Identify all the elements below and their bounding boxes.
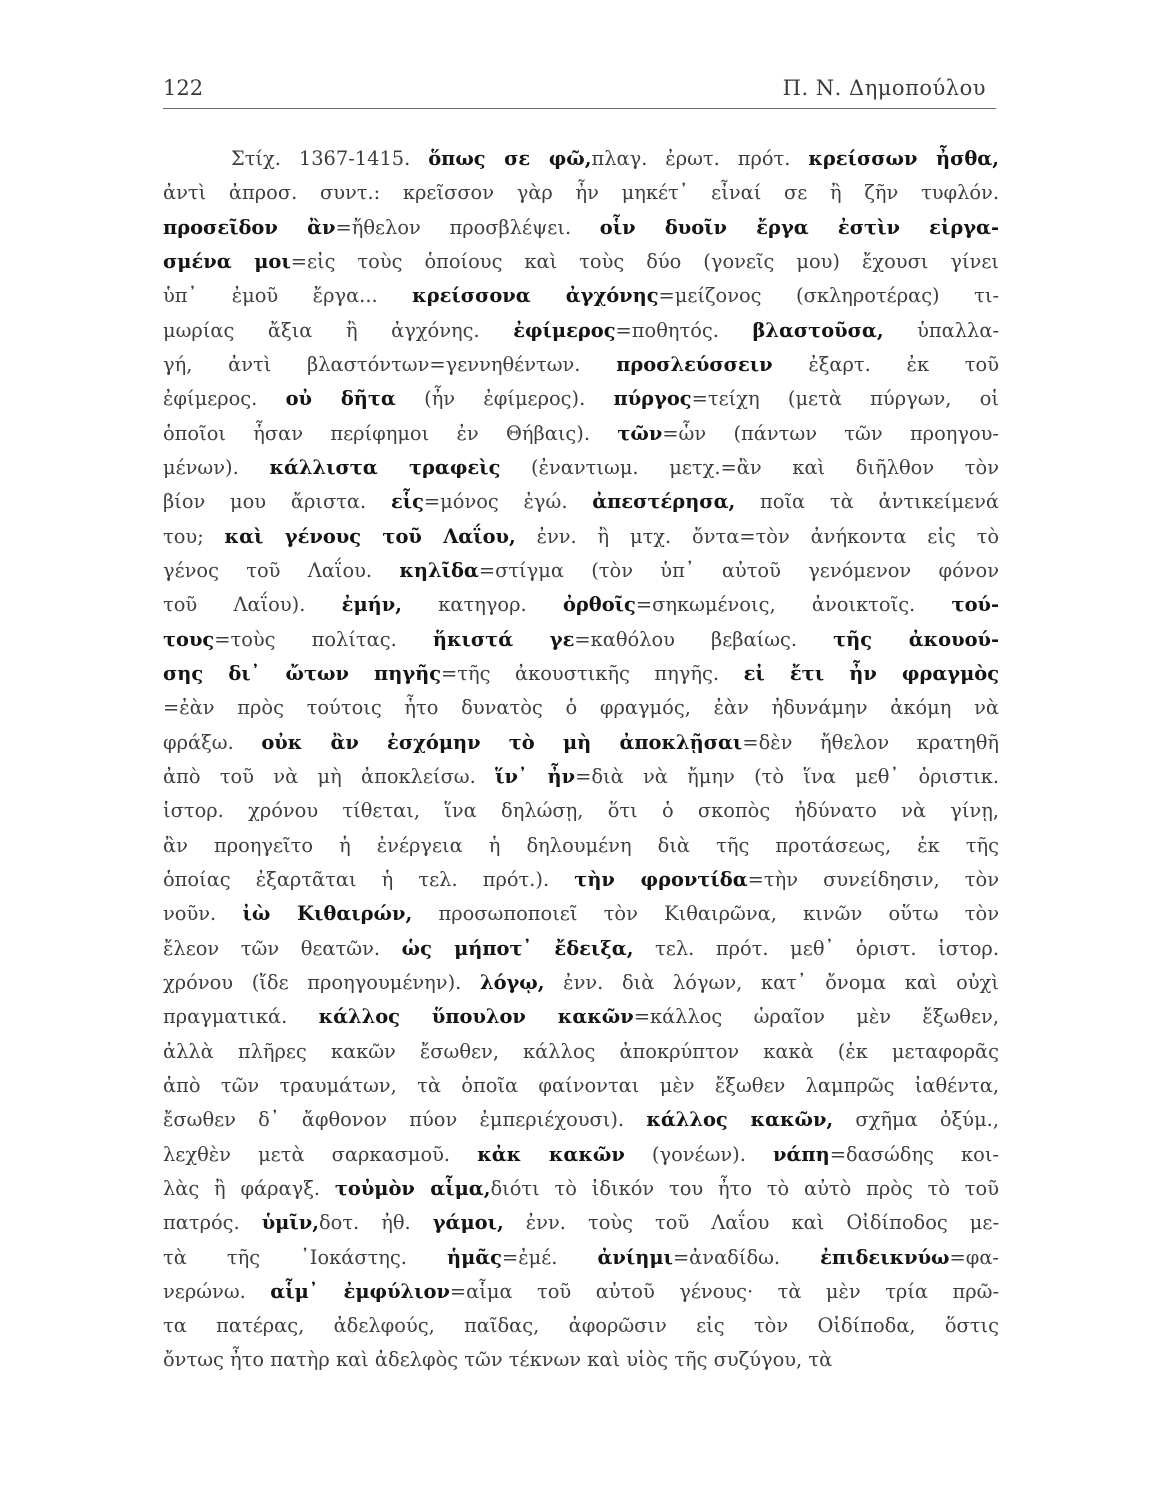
- text-line: [163, 520, 999, 554]
- text-line: [163, 1343, 999, 1377]
- lemma-term: βλαστοῦσα,: [752, 318, 884, 342]
- gloss-text: =σηκωμένοις, ἀνοικτοῖς.: [635, 593, 952, 617]
- gloss-text: =αἷμα τοῦ αὐτοῦ γένους· τὰ μὲν τρία πρῶ-: [449, 1279, 999, 1303]
- text-line: [163, 382, 999, 416]
- lemma-term: οἷν δυοῖν ἔργα ἐστὶν εἰργα-: [599, 215, 999, 239]
- gloss-text: ἀντὶ ἀπροσ. συντ.: κρεῖσσον γὰρ ἦν μηκέτ᾽ εἶναί σε ἢ ζῆν τυφλόν.: [163, 181, 999, 205]
- text-line: [163, 657, 999, 691]
- text-line: [163, 691, 999, 725]
- text-line: [163, 1275, 999, 1309]
- lemma-term: ἐπιδεικνύω: [820, 1245, 950, 1269]
- gloss-text: ἐνν. διὰ λόγων, κατ᾽ ὄνομα καὶ οὐχὶ: [544, 970, 999, 994]
- gloss-text: ἀλλὰ πλῆρες κακῶν ἔσωθεν, κάλλος ἀποκρύπτον κακὰ (ἐκ μεταφορᾶς: [163, 1039, 999, 1063]
- text-line: [163, 1035, 999, 1069]
- lemma-term: ὑμῖν,: [261, 1211, 319, 1235]
- lemma-term: τῆς ἀκουού-: [833, 627, 999, 651]
- gloss-text: =μόνος ἐγώ.: [423, 490, 593, 514]
- lemma-term: τού-: [951, 593, 999, 617]
- gloss-text: γή, ἀντὶ βλαστόντων=γεννηθέντων.: [163, 352, 617, 376]
- gloss-text: ἀπὸ τῶν τραυμάτων, τὰ ὁποῖα φαίνονται μὲν ἔξωθεν λαμπρῶς ἰαθέντα,: [163, 1073, 999, 1097]
- lemma-term: ἥκιστά γε: [432, 627, 575, 651]
- gloss-text: ὁποίας ἐξαρτᾶται ἡ τελ. πρότ.).: [163, 867, 575, 891]
- lemma-term: προσλεύσσειν: [616, 352, 773, 376]
- gloss-text: =κάλλος ὡραῖον μὲν ἔξωθεν,: [633, 1005, 999, 1029]
- lemma-term: τῶν: [617, 421, 663, 445]
- gloss-text: πλαγ. ἐρωτ. πρότ.: [591, 147, 809, 170]
- gloss-text: =δὲν ἤθελον κρατηθῆ: [742, 730, 999, 754]
- gloss-text: =ἐὰν πρὸς τούτοις ἦτο δυνατὸς ὁ φραγμός, ἐὰν ἠδυνάμην ἀκόμη νὰ: [163, 696, 999, 720]
- gloss-text: ὑπαλλα-: [883, 318, 999, 342]
- lemma-term: λόγῳ,: [479, 970, 545, 994]
- gloss-text: =τείχη (μετὰ πύργων, οἱ: [691, 387, 999, 411]
- lemma-term: τοὐμὸν αἷμα,: [334, 1176, 491, 1200]
- lemma-term: ἰὼ Κιθαιρών,: [242, 902, 413, 926]
- running-header: [163, 74, 996, 109]
- lemma-term: σμένα μοι: [163, 249, 291, 273]
- gloss-text: ἐνν. ἢ μτχ. ὄντα=τὸν ἀνήκοντα εἰς τὸ: [515, 524, 999, 548]
- lemma-term: ἀπεστέρησα,: [592, 490, 736, 514]
- text-line: [163, 623, 999, 657]
- gloss-text: τοῦ Λαΐου).: [163, 593, 342, 617]
- gloss-text: ἔσωθεν δ᾽ ἄφθονον πύον ἐμπεριέχουσι).: [163, 1108, 647, 1132]
- gloss-text: Στίχ. 1367-1415.: [231, 147, 429, 170]
- gloss-text: =ἀναδίδω.: [672, 1245, 821, 1269]
- lemma-term: ἀνίημι: [597, 1245, 673, 1269]
- lemma-term: καὶ γένους τοῦ Λαΐου,: [224, 524, 516, 548]
- page-number: 122: [163, 76, 204, 100]
- gloss-text: βίον μου ἄριστα.: [163, 490, 391, 514]
- gloss-text: λεχθὲν μετὰ σαρκασμοῦ.: [163, 1142, 478, 1166]
- gloss-text: =στίγμα (τὸν ὑπ᾽ αὐτοῦ γενόμενον φόνον: [478, 558, 999, 582]
- commentary-text: [163, 142, 999, 1378]
- gloss-text: κατηγορ.: [401, 593, 563, 617]
- lemma-term: εἰ ἔτι ἦν φραγμὸς: [743, 661, 999, 685]
- lemma-term: γάμοι,: [432, 1211, 504, 1235]
- lemma-term: ὡς μήποτ᾽ ἔδειξα,: [401, 936, 634, 960]
- lemma-term: αἷμ᾽ ἐμφύλιον: [270, 1279, 450, 1303]
- lemma-term: ἐφίμερος: [513, 318, 616, 342]
- text-line: [163, 451, 999, 485]
- text-line: [163, 1309, 999, 1343]
- lemma-term: νάπη: [773, 1142, 830, 1166]
- gloss-text: =ἤθελον προσβλέψει.: [335, 215, 600, 239]
- text-line: [163, 1000, 999, 1034]
- gloss-text: σχῆμα ὀξύμ.,: [833, 1108, 999, 1132]
- gloss-text: =διὰ νὰ ἤμην (τὸ ἵνα μεθ᾽ ὁριστικ.: [575, 764, 999, 788]
- gloss-text: =δασώδης κοι-: [829, 1142, 999, 1166]
- text-line: [163, 1138, 999, 1172]
- gloss-text: προσωποποιεῖ τὸν Κιθαιρῶνα, κινῶν οὕτω τὸν: [412, 902, 999, 926]
- gloss-text: =μείζονος (σκληροτέρας) τι-: [658, 284, 999, 308]
- gloss-text: (γονέων).: [624, 1142, 774, 1166]
- lemma-term: οὐ δῆτα: [285, 387, 396, 411]
- gloss-text: μωρίας ἄξια ἢ ἀγχόνης.: [163, 318, 514, 342]
- gloss-text: (ἐναντιωμ. μετχ.=ἂν καὶ διῆλθον τὸν: [500, 455, 999, 479]
- text-line: [163, 1069, 999, 1103]
- gloss-text: ποῖα τὰ ἀντικείμενά: [735, 490, 999, 514]
- gloss-text: νοῦν.: [163, 902, 243, 926]
- text-line: [163, 314, 999, 348]
- lemma-term: κάλλος κακῶν,: [646, 1108, 834, 1132]
- text-line: [163, 348, 999, 382]
- gloss-text: φράξω.: [163, 730, 262, 754]
- text-line: [163, 142, 999, 176]
- text-line: [163, 554, 999, 588]
- gloss-text: ἱστορ. χρόνου τίθεται, ἵνα δηλώσῃ, ὅτι ὁ σκοπὸς ἠδύνατο νὰ γίνῃ,: [163, 799, 999, 823]
- gloss-text: του;: [163, 524, 225, 548]
- gloss-text: =τῆς ἀκουστικῆς πηγῆς.: [441, 661, 744, 685]
- lemma-term: εἷς: [390, 490, 424, 514]
- lemma-term: οὐκ ἂν ἐσχόμην τὸ μὴ ἀποκλῇσαι: [261, 730, 743, 754]
- lemma-term: σης δι᾽ ὤτων πηγῆς: [163, 661, 442, 685]
- text-line: [163, 726, 999, 760]
- text-line: [163, 829, 999, 863]
- gloss-text: χρόνου (ἴδε προηγουμένην).: [163, 970, 480, 994]
- text-line: [163, 897, 999, 931]
- gloss-text: (ἦν ἐφίμερος).: [395, 387, 614, 411]
- lemma-term: ἵν᾽ ἦν: [495, 764, 576, 788]
- gloss-text: πατρός.: [163, 1211, 262, 1235]
- gloss-text: τὰ τῆς ᾽Ιοκάστης.: [163, 1245, 447, 1269]
- lemma-term: τὴν φροντίδα: [574, 867, 748, 891]
- lemma-term: ὅπως σε φῶ,: [428, 147, 592, 170]
- gloss-text: =ὧν (πάντων τῶν προηγου-: [662, 421, 999, 445]
- gloss-text: ἂν προηγεῖτο ἡ ἐνέργεια ἡ δηλουμένη διὰ τῆς προτάσεως, ἐκ τῆς: [163, 833, 999, 857]
- gloss-text: =τὴν συνείδησιν, τὸν: [747, 867, 999, 891]
- gloss-text: νερώνω.: [163, 1279, 271, 1303]
- gloss-text: γένος τοῦ Λαΐου.: [163, 558, 400, 582]
- text-line: [163, 1103, 999, 1137]
- gloss-text: ὁποῖοι ἦσαν περίφημοι ἐν Θήβαις).: [163, 421, 618, 445]
- gloss-text: πραγματικά.: [163, 1005, 319, 1029]
- gloss-text: =ἐμέ.: [502, 1245, 598, 1269]
- gloss-text: ἐφίμερος.: [163, 387, 286, 411]
- text-line: [163, 588, 999, 622]
- gloss-text: τα πατέρας, ἀδελφούς, παῖδας, ἀφορῶσιν εἰς τὸν Οἰδίποδα, ὅστις: [163, 1314, 999, 1338]
- text-line: [163, 794, 999, 828]
- text-line: [163, 1172, 999, 1206]
- text-line: [163, 485, 999, 519]
- lemma-term: κάλλος ὕπουλον κακῶν: [318, 1005, 634, 1029]
- running-head-author: Π. Ν. Δημοπούλου: [782, 76, 986, 100]
- gloss-text: ἐνν. τοὺς τοῦ Λαΐου καὶ Οἰδίποδος με-: [503, 1211, 999, 1235]
- gloss-text: λὰς ἢ φάραγξ.: [163, 1176, 335, 1200]
- lemma-term: ἡμᾶς: [446, 1245, 502, 1269]
- text-line: [163, 1241, 999, 1275]
- gloss-text: ἔλεον τῶν θεατῶν.: [163, 936, 402, 960]
- lemma-term: ὀρθοῖς: [562, 593, 636, 617]
- gloss-text: ὄντως ἦτο πατὴρ καὶ ἀδελφὸς τῶν τέκνων καὶ υἱὸς τῆς συζύγου, τὰ: [163, 1348, 833, 1372]
- text-line: [163, 1206, 999, 1240]
- lemma-term: κάλλιστα τραφεὶς: [269, 455, 501, 479]
- lemma-term: κἀκ κακῶν: [477, 1142, 625, 1166]
- text-line: [163, 176, 999, 210]
- lemma-term: κρείσσων ἦσθα,: [808, 147, 999, 170]
- lemma-term: τους: [163, 627, 215, 651]
- text-line: [163, 245, 999, 279]
- gloss-text: =φα-: [949, 1245, 999, 1269]
- text-line: [163, 211, 999, 245]
- gloss-text: =καθόλου βεβαίως.: [574, 627, 834, 651]
- gloss-text: ἀπὸ τοῦ νὰ μὴ ἀποκλείσω.: [163, 764, 496, 788]
- gloss-text: =τοὺς πολίτας.: [214, 627, 433, 651]
- lemma-term: πύργος: [613, 387, 692, 411]
- text-line: [163, 932, 999, 966]
- gloss-text: διότι τὸ ἰδικόν του ἦτο τὸ αὐτὸ πρὸς τὸ τοῦ: [490, 1176, 999, 1200]
- lemma-term: κηλῖδα: [399, 558, 479, 582]
- text-line: [163, 760, 999, 794]
- text-line: [163, 966, 999, 1000]
- text-line: [163, 279, 999, 313]
- gloss-text: ἐξαρτ. ἐκ τοῦ: [772, 352, 999, 376]
- text-line: [163, 863, 999, 897]
- lemma-term: κρείσσονα ἀγχόνης: [412, 284, 659, 308]
- gloss-text: τελ. πρότ. μεθ᾽ ὁριστ. ἱστορ.: [633, 936, 999, 960]
- gloss-text: δοτ. ἠθ.: [318, 1211, 433, 1235]
- gloss-text: ὑπ᾽ ἐμοῦ ἔργα...: [163, 284, 413, 308]
- lemma-term: ἐμήν,: [341, 593, 402, 617]
- gloss-text: =ποθητός.: [615, 318, 753, 342]
- gloss-text: =εἰς τοὺς ὁποίους καὶ τοὺς δύο (γονεῖς μου) ἔχουσι γίνει: [290, 249, 999, 273]
- lemma-term: προσεῖδον ἂν: [163, 215, 336, 239]
- text-line: [163, 417, 999, 451]
- gloss-text: μένων).: [163, 455, 270, 479]
